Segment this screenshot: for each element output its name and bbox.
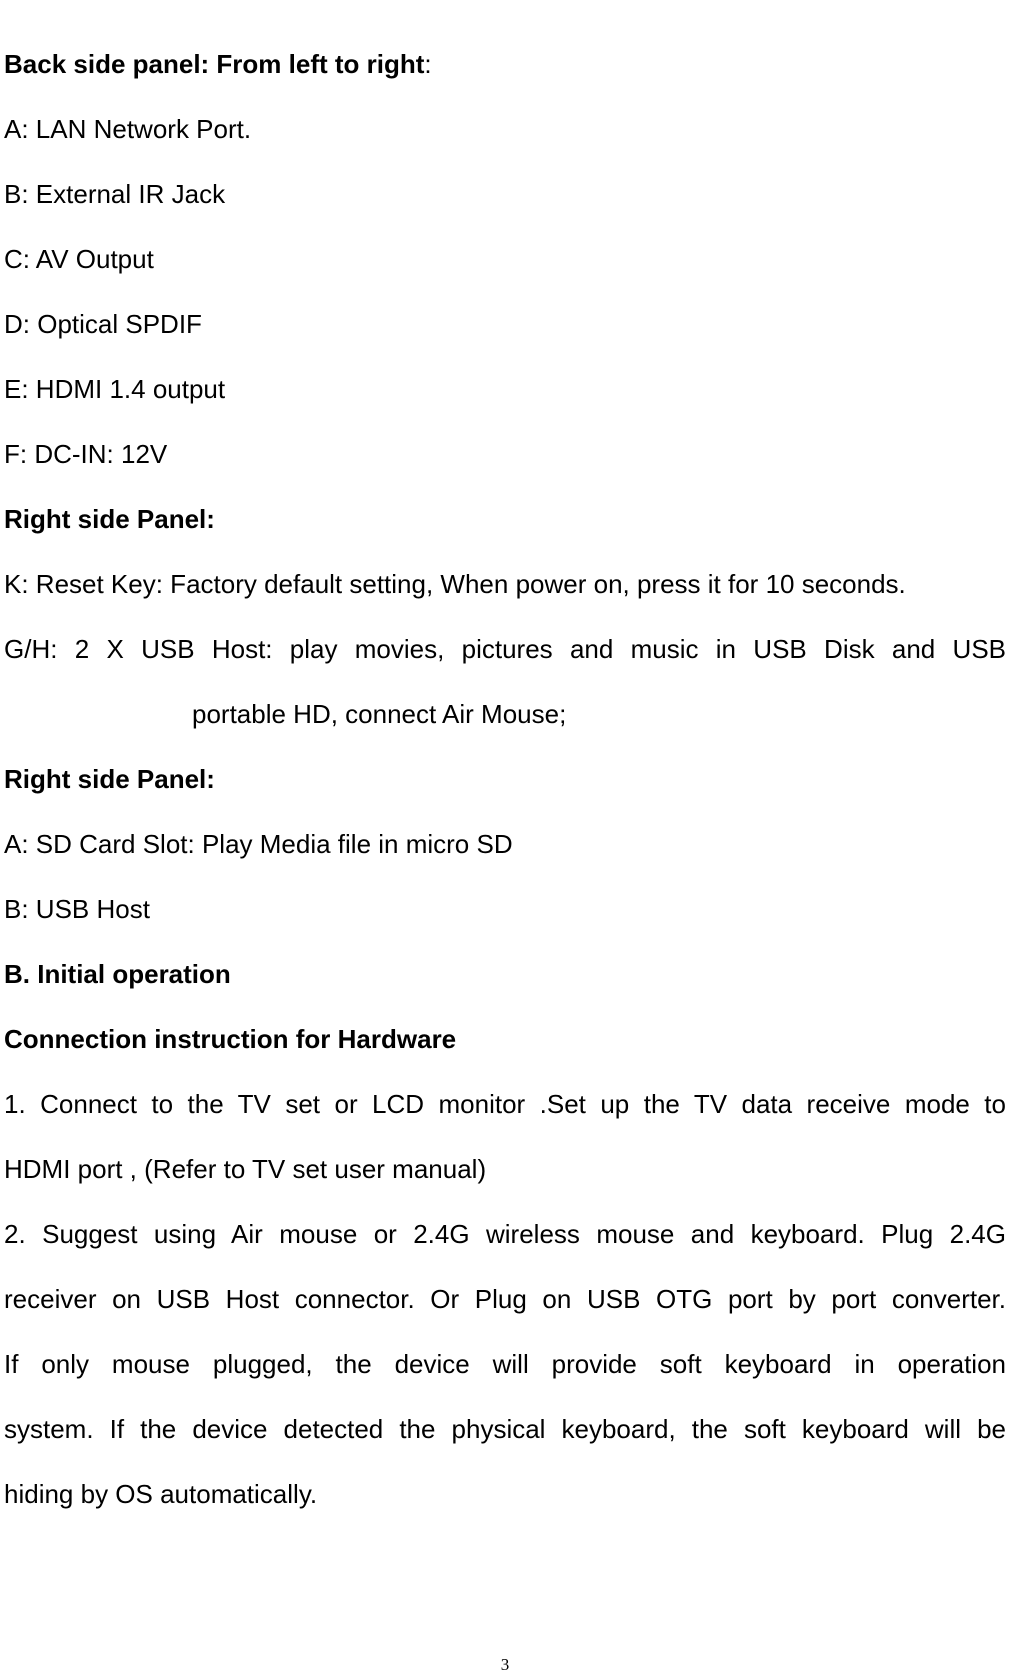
back-panel-item-dc: F: DC-IN: 12V: [4, 439, 168, 469]
right-panel-heading: Right side Panel:: [4, 504, 215, 534]
back-panel-heading: [4, 48, 432, 80]
back-panel-heading-text: Back side panel: From left to right: [4, 49, 425, 79]
usb-host-item: B: USB Host: [4, 894, 150, 924]
reset-key-line: K: Reset Key: Factory default setting, When power on, press it for 10 seconds.: [4, 569, 906, 599]
back-panel-item-lan: A: LAN Network Port.: [4, 114, 252, 144]
step2-line-5: hiding by OS automatically.: [4, 1479, 318, 1509]
back-panel-item-ir: B: External IR Jack: [4, 179, 226, 209]
step2-line-3: If only mouse plugged, the device will provide soft keyboard in operation: [4, 1349, 1006, 1379]
back-panel-item-av: C: AV Output: [4, 244, 154, 274]
back-panel-heading-colon: :: [424, 49, 432, 79]
back-panel-item-spdif: D: Optical SPDIF: [4, 309, 202, 339]
step2-line: 2. Suggest using Air mouse or 2.4G wireless mouse and keyboard. Plug 2.4G: [4, 1219, 1006, 1249]
step1-line: 1. Connect to the TV set or LCD monitor .Set up the TV data receive mode to: [4, 1089, 1006, 1119]
back-panel-item-hdmi: E: HDMI 1.4 output: [4, 374, 226, 404]
step2-line-4: system. If the device detected the physical keyboard, the soft keyboard will be: [4, 1414, 1006, 1444]
step2-line-2: receiver on USB Host connector. Or Plug on USB OTG port by port converter.: [4, 1284, 1006, 1314]
usb-host-line: G/H: 2 X USB Host: play movies, pictures and music in USB Disk and USB: [4, 634, 1006, 664]
sd-card-slot-line: A: SD Card Slot: Play Media file in micro SD: [4, 829, 513, 859]
step1-line-continued: HDMI port , (Refer to TV set user manual): [4, 1154, 487, 1184]
page-number: 3: [500, 1655, 510, 1674]
initial-operation-heading: B. Initial operation: [4, 959, 231, 989]
right-panel-heading-second: Right side Panel:: [4, 764, 215, 794]
connection-instruction-heading: Connection instruction for Hardware: [4, 1024, 457, 1054]
usb-host-line-continued: portable HD, connect Air Mouse;: [192, 699, 567, 729]
